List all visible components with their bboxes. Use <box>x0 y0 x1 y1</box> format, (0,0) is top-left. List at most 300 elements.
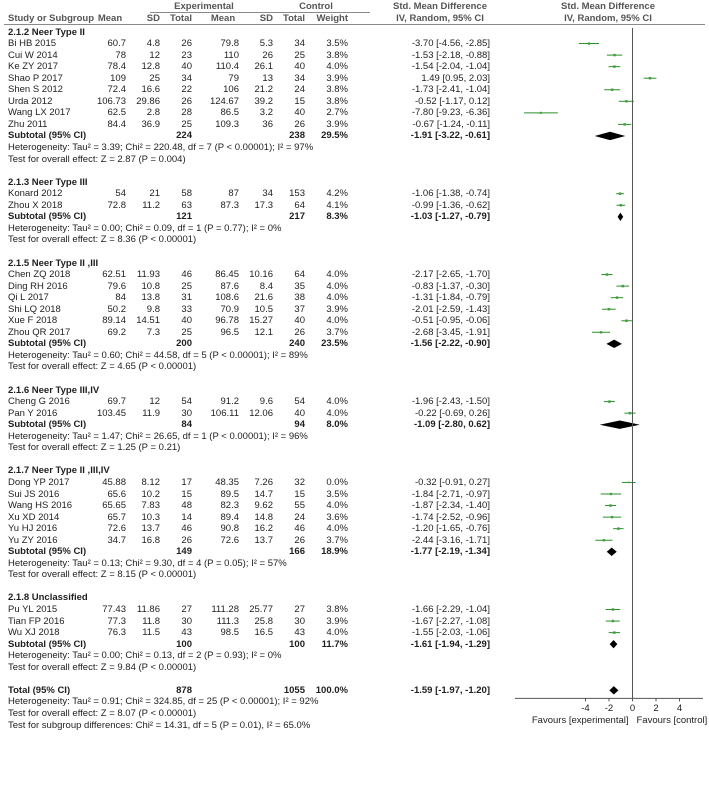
heterogeneity-text: Heterogeneity: Tau² = 0.00; Chi² = 0.13, df = 2 (P = 0.93); I² = 0% <box>8 650 282 662</box>
study-marker-point <box>588 42 590 44</box>
study-sd-exp: 11.86 <box>136 604 160 615</box>
study-name: Qi L 2017 <box>8 292 49 304</box>
study-mean-ctl: 96.78 <box>215 315 239 327</box>
study-mean-ctl: 86.5 <box>220 107 239 119</box>
study-marker-point <box>610 493 612 495</box>
study-mean-exp: 79.6 <box>107 280 126 292</box>
study-mean-exp: 72.8 <box>107 199 126 211</box>
study-ci-text: -2.44 [-3.16, -1.71] <box>411 534 490 546</box>
study-sd-ctl: 14.8 <box>254 511 273 523</box>
study-name: Shen S 2012 <box>8 84 63 96</box>
study-total-exp: 63 <box>181 199 192 211</box>
study-weight: 4.0% <box>326 280 348 292</box>
study-sd-exp: 21 <box>149 188 160 200</box>
subtotal-diamond <box>607 548 617 556</box>
study-total-ctl: 38 <box>294 292 305 304</box>
study-total-exp: 26 <box>181 95 192 107</box>
study-total-ctl: 24 <box>294 84 305 96</box>
subgroup-title: 2.1.2 Neer Type II <box>8 26 85 38</box>
study-marker-point <box>628 482 630 484</box>
study-total-ctl: 40 <box>294 107 305 119</box>
study-mean-exp: 62.5 <box>107 107 126 119</box>
subtotal-total-exp: 200 <box>176 338 192 350</box>
subtotal-weight: 11.7% <box>321 638 348 650</box>
study-total-ctl: 40 <box>294 61 305 73</box>
study-weight: 0.0% <box>326 476 348 488</box>
study-name: Ding RH 2016 <box>8 280 68 292</box>
study-sd-ctl: 21.6 <box>254 292 273 304</box>
study-weight: 3.5% <box>326 488 348 500</box>
study-weight: 4.0% <box>326 269 348 281</box>
study-name: Sui JS 2016 <box>8 488 60 500</box>
study-sd-ctl: 12.1 <box>254 326 273 338</box>
study-sd-exp: 29.86 <box>136 95 160 107</box>
study-total-exp: 48 <box>181 500 192 512</box>
study-ci-text: -7.80 [-9.23, -6.36] <box>411 107 490 119</box>
study-total-exp: 31 <box>181 292 192 304</box>
subtotal-diamond <box>618 213 624 221</box>
subtotal-weight: 23.5% <box>321 338 348 350</box>
study-marker-point <box>623 123 625 125</box>
subgroup-title: 2.1.5 Neer Type II ,III <box>8 257 99 269</box>
study-marker-point <box>621 285 624 288</box>
study-mean-exp: 72.6 <box>107 523 126 535</box>
study-total-exp: 28 <box>181 107 192 119</box>
heterogeneity-text: Heterogeneity: Tau² = 0.00; Chi² = 0.09, df = 1 (P = 0.77); I² = 0% <box>8 222 282 234</box>
study-total-exp: 46 <box>181 269 192 281</box>
study-mean-exp: 62.51 <box>102 269 126 281</box>
study-sd-ctl: 34 <box>262 188 273 200</box>
x-tick-label: -4 <box>581 702 590 714</box>
study-ci-text: -0.83 [-1.37, -0.30] <box>411 280 490 292</box>
study-total-ctl: 35 <box>294 280 305 292</box>
study-marker-point <box>620 204 623 207</box>
heterogeneity-text: Heterogeneity: Tau² = 0.60; Chi² = 44.58, df = 5 (P < 0.00001); I² = 89% <box>8 349 308 361</box>
subtotal-diamond <box>610 640 618 648</box>
header-smd-right: Std. Mean Difference <box>561 0 655 12</box>
study-total-exp: 33 <box>181 303 192 315</box>
study-name: Dong YP 2017 <box>8 476 70 488</box>
study-sd-ctl: 5.3 <box>259 38 273 50</box>
subtotal-label: Subtotal (95% CI) <box>8 338 87 350</box>
study-sd-ctl: 25.77 <box>249 604 273 615</box>
study-weight: 4.0% <box>326 627 348 639</box>
study-total-ctl: 25 <box>294 49 305 61</box>
subtotal-diamond <box>595 132 626 140</box>
study-mean-exp: 60.7 <box>107 38 126 50</box>
study-sd-ctl: 7.26 <box>254 476 273 488</box>
header-method-left: IV, Random, 95% CI <box>396 12 484 24</box>
study-mean-exp: 84 <box>115 292 126 304</box>
study-sd-ctl: 13 <box>262 72 273 84</box>
x-tick-label: -2 <box>604 702 614 714</box>
study-mean-exp: 69.2 <box>107 326 126 338</box>
study-weight: 4.0% <box>326 315 348 327</box>
study-name: Wang HS 2016 <box>8 500 73 512</box>
study-total-exp: 43 <box>181 627 192 639</box>
overall-effect-text: Test for overall effect: Z = 1.25 (P = 0.21) <box>8 442 181 454</box>
total-weight: 100.0% <box>315 684 348 696</box>
study-total-ctl: 55 <box>294 500 305 512</box>
study-sd-exp: 9.8 <box>146 303 160 315</box>
study-total-exp: 34 <box>181 72 192 84</box>
study-total-exp: 23 <box>181 49 192 61</box>
overall-effect-text: Test for overall effect: Z = 8.36 (P < 0.00001) <box>8 234 197 246</box>
study-name: Cui W 2014 <box>8 49 58 61</box>
study-mean-ctl: 86.45 <box>215 269 239 281</box>
study-weight: 3.9% <box>326 118 348 130</box>
study-sd-exp: 11.93 <box>136 269 160 281</box>
subtotal-total-ctl: 240 <box>289 338 305 350</box>
study-mean-ctl: 48.35 <box>215 476 239 488</box>
study-mean-ctl: 90.8 <box>220 523 239 535</box>
study-mean-ctl: 89.4 <box>220 511 239 523</box>
study-name: Wu XJ 2018 <box>8 627 60 639</box>
study-marker-point <box>611 89 613 91</box>
subtotal-total-ctl: 217 <box>289 211 305 223</box>
header-method-right: IV, Random, 95% CI <box>564 12 652 24</box>
subgroup-title: 2.1.6 Neer Type III,IV <box>8 384 100 396</box>
study-mean-exp: 103.45 <box>96 407 126 419</box>
study-sd-ctl: 16.5 <box>254 627 273 639</box>
overall-effect-text: Test for overall effect: Z = 2.87 (P = 0.004) <box>8 153 186 165</box>
study-sd-exp: 11.5 <box>142 627 160 639</box>
study-mean-exp: 72.4 <box>107 84 126 96</box>
study-total-exp: 40 <box>181 61 192 73</box>
study-name: Zhu 2011 <box>8 118 48 130</box>
study-total-exp: 25 <box>181 118 192 130</box>
study-total-exp: 17 <box>181 476 192 488</box>
study-total-ctl: 34 <box>294 38 305 50</box>
study-mean-ctl: 106.11 <box>210 407 239 419</box>
study-total-ctl: 15 <box>294 95 305 107</box>
study-ci-text: -1.53 [-2.18, -0.88] <box>411 49 490 61</box>
study-total-ctl: 64 <box>294 269 305 281</box>
study-sd-exp: 10.3 <box>141 511 160 523</box>
study-total-exp: 46 <box>181 523 192 535</box>
study-total-ctl: 46 <box>294 523 305 535</box>
study-sd-ctl: 26 <box>262 49 273 61</box>
subtotal-total-ctl: 166 <box>289 546 305 558</box>
study-sd-ctl: 8.4 <box>259 280 273 292</box>
study-sd-ctl: 26.1 <box>254 61 273 73</box>
study-mean-exp: 76.3 <box>107 627 126 639</box>
overall-effect-text: Test for overall effect: Z = 8.15 (P < 0.00001) <box>8 569 197 581</box>
study-sd-exp: 16.6 <box>141 84 160 96</box>
subtotal-ci-text: -1.03 [-1.27, -0.79] <box>410 211 490 223</box>
study-sd-exp: 2.8 <box>146 107 160 119</box>
x-tick-label: 2 <box>653 702 659 714</box>
subtotal-total-exp: 121 <box>176 211 192 223</box>
study-mean-exp: 89.14 <box>102 315 126 327</box>
study-sd-ctl: 9.6 <box>259 396 273 408</box>
total-ci-text: -1.59 [-1.97, -1.20] <box>410 684 490 696</box>
study-mean-ctl: 79 <box>228 72 239 84</box>
study-name: Cheng G 2016 <box>8 396 70 408</box>
study-sd-exp: 25 <box>149 72 160 84</box>
study-ci-text: -1.74 [-2.52, -0.96] <box>411 511 490 523</box>
study-sd-ctl: 15.27 <box>249 315 273 327</box>
footer-text: Test for overall effect: Z = 8.07 (P < 0.00001) <box>8 707 197 719</box>
study-sd-ctl: 10.5 <box>254 303 273 315</box>
study-total-ctl: 40 <box>294 407 305 419</box>
header-total-ctl: Total <box>283 12 305 24</box>
study-mean-exp: 50.2 <box>107 303 126 315</box>
study-marker-point <box>625 100 627 102</box>
subtotal-label: Subtotal (95% CI) <box>8 211 87 223</box>
study-marker-point <box>609 504 612 507</box>
study-mean-exp: 77.43 <box>102 604 126 615</box>
study-sd-ctl: 9.62 <box>254 500 273 512</box>
study-sd-ctl: 10.16 <box>249 269 273 281</box>
study-name: Chen ZQ 2018 <box>8 269 71 281</box>
header-sd-ctl: SD <box>259 12 273 24</box>
study-weight: 3.8% <box>326 604 348 615</box>
x-tick-label: 0 <box>629 702 636 714</box>
study-sd-ctl: 21.2 <box>254 84 273 96</box>
study-mean-ctl: 87 <box>228 188 239 200</box>
study-total-ctl: 30 <box>294 615 305 627</box>
study-ci-text: -2.01 [-2.59, -1.43] <box>411 303 490 315</box>
study-weight: 2.7% <box>326 107 348 119</box>
study-total-ctl: 26 <box>294 534 305 546</box>
study-mean-ctl: 89.5 <box>220 488 239 500</box>
study-marker-point <box>613 65 616 68</box>
study-ci-text: -1.73 [-2.41, -1.04] <box>411 84 490 96</box>
study-sd-exp: 13.8 <box>141 292 160 304</box>
study-marker-point <box>612 608 614 610</box>
study-ci-text: -0.52 [-1.17, 0.12] <box>415 95 490 107</box>
study-sd-exp: 36.9 <box>141 118 160 130</box>
study-sd-exp: 10.8 <box>141 280 160 292</box>
total-label: Total (95% CI) <box>8 684 71 696</box>
study-total-ctl: 24 <box>294 511 305 523</box>
study-marker-point <box>613 54 615 56</box>
study-total-exp: 14 <box>181 511 192 523</box>
subtotal-ci-text: -1.56 [-2.22, -0.90] <box>410 338 490 350</box>
study-mean-ctl: 72.6 <box>220 534 239 546</box>
study-mean-exp: 45.88 <box>102 476 126 488</box>
study-total-ctl: 54 <box>294 396 305 408</box>
study-weight: 4.0% <box>326 292 348 304</box>
header-study: Study or Subgroup <box>8 12 95 24</box>
study-sd-exp: 8.12 <box>141 476 160 488</box>
study-name: Yu ZY 2016 <box>8 534 58 546</box>
study-marker-point <box>600 331 602 333</box>
subtotal-weight: 8.0% <box>326 419 348 431</box>
study-marker-point <box>649 77 651 79</box>
study-ci-text: 1.49 [0.95, 2.03] <box>421 72 490 84</box>
study-mean-ctl: 87.6 <box>220 280 239 292</box>
study-mean-ctl: 124.67 <box>209 95 239 107</box>
study-weight: 4.0% <box>326 396 348 408</box>
study-ci-text: -1.66 [-2.29, -1.04] <box>411 604 490 615</box>
subtotal-total-exp: 84 <box>181 419 192 431</box>
study-marker-point <box>616 296 619 299</box>
study-marker-point <box>603 539 605 541</box>
study-name: Tian FP 2016 <box>8 615 65 627</box>
study-mean-exp: 65.65 <box>102 500 126 512</box>
study-sd-exp: 12 <box>149 396 160 408</box>
study-marker-point <box>608 308 610 310</box>
study-marker-point <box>619 192 622 195</box>
total-diamond <box>609 686 618 694</box>
study-total-ctl: 27 <box>294 604 305 615</box>
subtotal-diamond <box>606 340 622 348</box>
study-mean-exp: 78 <box>115 49 126 61</box>
study-weight: 3.9% <box>326 303 348 315</box>
study-name: Wang LX 2017 <box>8 107 71 119</box>
study-weight: 4.2% <box>326 188 348 200</box>
study-ci-text: -1.84 [-2.71, -0.97] <box>411 488 490 500</box>
study-ci-text: -3.70 [-4.56, -2.85] <box>411 38 490 50</box>
study-ci-text: -1.20 [-1.65, -0.76] <box>411 523 490 535</box>
subtotal-label: Subtotal (95% CI) <box>8 130 87 142</box>
study-marker-point <box>617 527 620 530</box>
subtotal-total-ctl: 100 <box>289 638 305 650</box>
study-mean-exp: 106.73 <box>96 95 126 107</box>
footer-text: Heterogeneity: Tau² = 0.91; Chi² = 324.85, df = 25 (P < 0.00001); I² = 92% <box>8 696 319 708</box>
study-marker-point <box>611 516 613 518</box>
study-mean-ctl: 106 <box>223 84 239 96</box>
axis-label-right: Favours [control] <box>636 714 708 726</box>
study-sd-ctl: 3.2 <box>259 107 273 119</box>
study-total-ctl: 32 <box>294 476 305 488</box>
study-total-exp: 54 <box>181 396 192 408</box>
study-mean-ctl: 110.4 <box>215 61 239 73</box>
study-ci-text: -1.31 [-1.84, -0.79] <box>411 292 490 304</box>
study-total-exp: 26 <box>181 534 192 546</box>
header-experimental: Experimental <box>174 0 234 12</box>
study-name: Ke ZY 2017 <box>8 61 59 73</box>
study-sd-exp: 14.51 <box>136 315 160 327</box>
study-total-ctl: 43 <box>294 627 305 639</box>
subtotal-ci-text: -1.77 [-2.19, -1.34] <box>410 546 490 558</box>
study-mean-exp: 78.4 <box>107 61 126 73</box>
study-sd-ctl: 14.7 <box>254 488 273 500</box>
study-weight: 4.0% <box>326 523 348 535</box>
study-mean-ctl: 96.5 <box>220 326 239 338</box>
study-marker-point <box>625 320 628 323</box>
study-weight: 3.8% <box>326 49 348 61</box>
study-ci-text: -2.68 [-3.45, -1.91] <box>411 326 490 338</box>
subtotal-ci-text: -1.91 [-3.22, -0.61] <box>410 130 490 142</box>
study-total-ctl: 34 <box>294 72 305 84</box>
study-sd-exp: 7.83 <box>141 500 160 512</box>
study-mean-exp: 69.7 <box>107 396 126 408</box>
study-mean-exp: 65.6 <box>107 488 126 500</box>
study-ci-text: -0.67 [-1.24, -0.11] <box>412 118 490 130</box>
study-ci-text: -2.17 [-2.65, -1.70] <box>411 269 490 281</box>
study-mean-ctl: 82.3 <box>220 500 239 512</box>
study-name: Konard 2012 <box>8 188 63 200</box>
study-weight: 3.7% <box>326 326 348 338</box>
study-weight: 4.0% <box>326 500 348 512</box>
study-ci-text: -0.32 [-0.91, 0.27] <box>415 476 490 488</box>
study-total-ctl: 26 <box>294 118 305 130</box>
study-total-exp: 58 <box>181 188 192 200</box>
study-sd-exp: 13.7 <box>141 523 160 535</box>
study-weight: 3.6% <box>326 511 348 523</box>
study-sd-ctl: 16.2 <box>254 523 273 535</box>
study-name: Urda 2012 <box>8 95 53 107</box>
study-sd-ctl: 39.2 <box>254 95 273 107</box>
study-ci-text: -1.96 [-2.43, -1.50] <box>411 396 490 408</box>
study-sd-ctl: 13.7 <box>254 534 273 546</box>
subtotal-diamond <box>600 421 640 429</box>
header-weight: Weight <box>316 12 348 24</box>
study-mean-exp: 77.3 <box>107 615 126 627</box>
subtotal-total-ctl: 238 <box>289 130 305 142</box>
study-mean-exp: 84.4 <box>107 118 126 130</box>
study-weight: 3.7% <box>326 534 348 546</box>
total-total-exp: 878 <box>176 684 192 696</box>
subtotal-weight: 8.3% <box>326 211 348 223</box>
study-total-ctl: 15 <box>294 488 305 500</box>
study-sd-exp: 12 <box>149 49 160 61</box>
heterogeneity-text: Heterogeneity: Tau² = 0.13; Chi² = 9.30, df = 4 (P = 0.05); I² = 57% <box>8 557 287 569</box>
study-weight: 3.8% <box>326 84 348 96</box>
study-total-exp: 25 <box>181 326 192 338</box>
study-name: Bi HB 2015 <box>8 38 57 50</box>
study-ci-text: -0.51 [-0.95, -0.06] <box>411 315 490 327</box>
study-total-exp: 25 <box>181 280 192 292</box>
subtotal-label: Subtotal (95% CI) <box>8 638 87 650</box>
study-total-exp: 26 <box>181 38 192 50</box>
study-mean-exp: 109 <box>110 72 126 84</box>
subgroup-title: 2.1.8 Unclassified <box>8 592 88 604</box>
heterogeneity-text: Heterogeneity: Tau² = 3.39; Chi² = 220.48, df = 7 (P < 0.00001); I² = 97% <box>8 142 314 153</box>
study-sd-exp: 7.3 <box>146 326 160 338</box>
study-total-exp: 30 <box>181 615 192 627</box>
study-total-exp: 15 <box>181 488 192 500</box>
study-weight: 3.9% <box>326 615 348 627</box>
study-name: Xue F 2018 <box>8 315 58 327</box>
total-total-ctl: 1055 <box>283 684 305 696</box>
study-name: Zhou QR 2017 <box>8 326 71 338</box>
overall-effect-text: Test for overall effect: Z = 9.84 (P < 0.00001) <box>8 661 197 673</box>
subtotal-total-exp: 149 <box>176 546 192 558</box>
subtotal-label: Subtotal (95% CI) <box>8 546 87 558</box>
study-ci-text: -0.99 [-1.36, -0.62] <box>411 199 490 211</box>
study-weight: 4.0% <box>326 61 348 73</box>
subtotal-total-exp: 100 <box>176 638 192 650</box>
header-mean-ctl: Mean <box>210 12 236 24</box>
study-marker-point <box>540 112 542 114</box>
study-mean-ctl: 111.3 <box>216 615 239 627</box>
study-mean-ctl: 79.8 <box>220 38 239 50</box>
study-mean-ctl: 109.3 <box>215 118 239 130</box>
study-mean-ctl: 98.5 <box>220 627 239 639</box>
study-total-exp: 30 <box>181 407 192 419</box>
study-name: Shi LQ 2018 <box>8 303 61 315</box>
study-ci-text: -1.54 [-2.04, -1.04] <box>411 61 490 73</box>
study-sd-exp: 11.9 <box>142 407 160 419</box>
study-total-ctl: 26 <box>294 326 305 338</box>
overall-effect-text: Test for overall effect: Z = 4.65 (P < 0.00001) <box>8 361 197 373</box>
header-control: Control <box>299 0 333 12</box>
study-weight: 3.9% <box>326 72 348 84</box>
subtotal-ci-text: -1.61 [-1.94, -1.29] <box>410 638 490 650</box>
heterogeneity-text: Heterogeneity: Tau² = 1.47; Chi² = 26.65, df = 1 (P < 0.00001); I² = 96% <box>8 430 308 442</box>
study-marker-point <box>612 620 614 622</box>
study-sd-exp: 11.8 <box>142 615 160 627</box>
study-sd-ctl: 25.8 <box>254 615 273 627</box>
study-marker-point <box>608 400 611 403</box>
study-total-ctl: 40 <box>294 315 305 327</box>
study-name: Shao P 2017 <box>8 72 63 84</box>
study-ci-text: -1.55 [-2.03, -1.06] <box>411 627 490 639</box>
